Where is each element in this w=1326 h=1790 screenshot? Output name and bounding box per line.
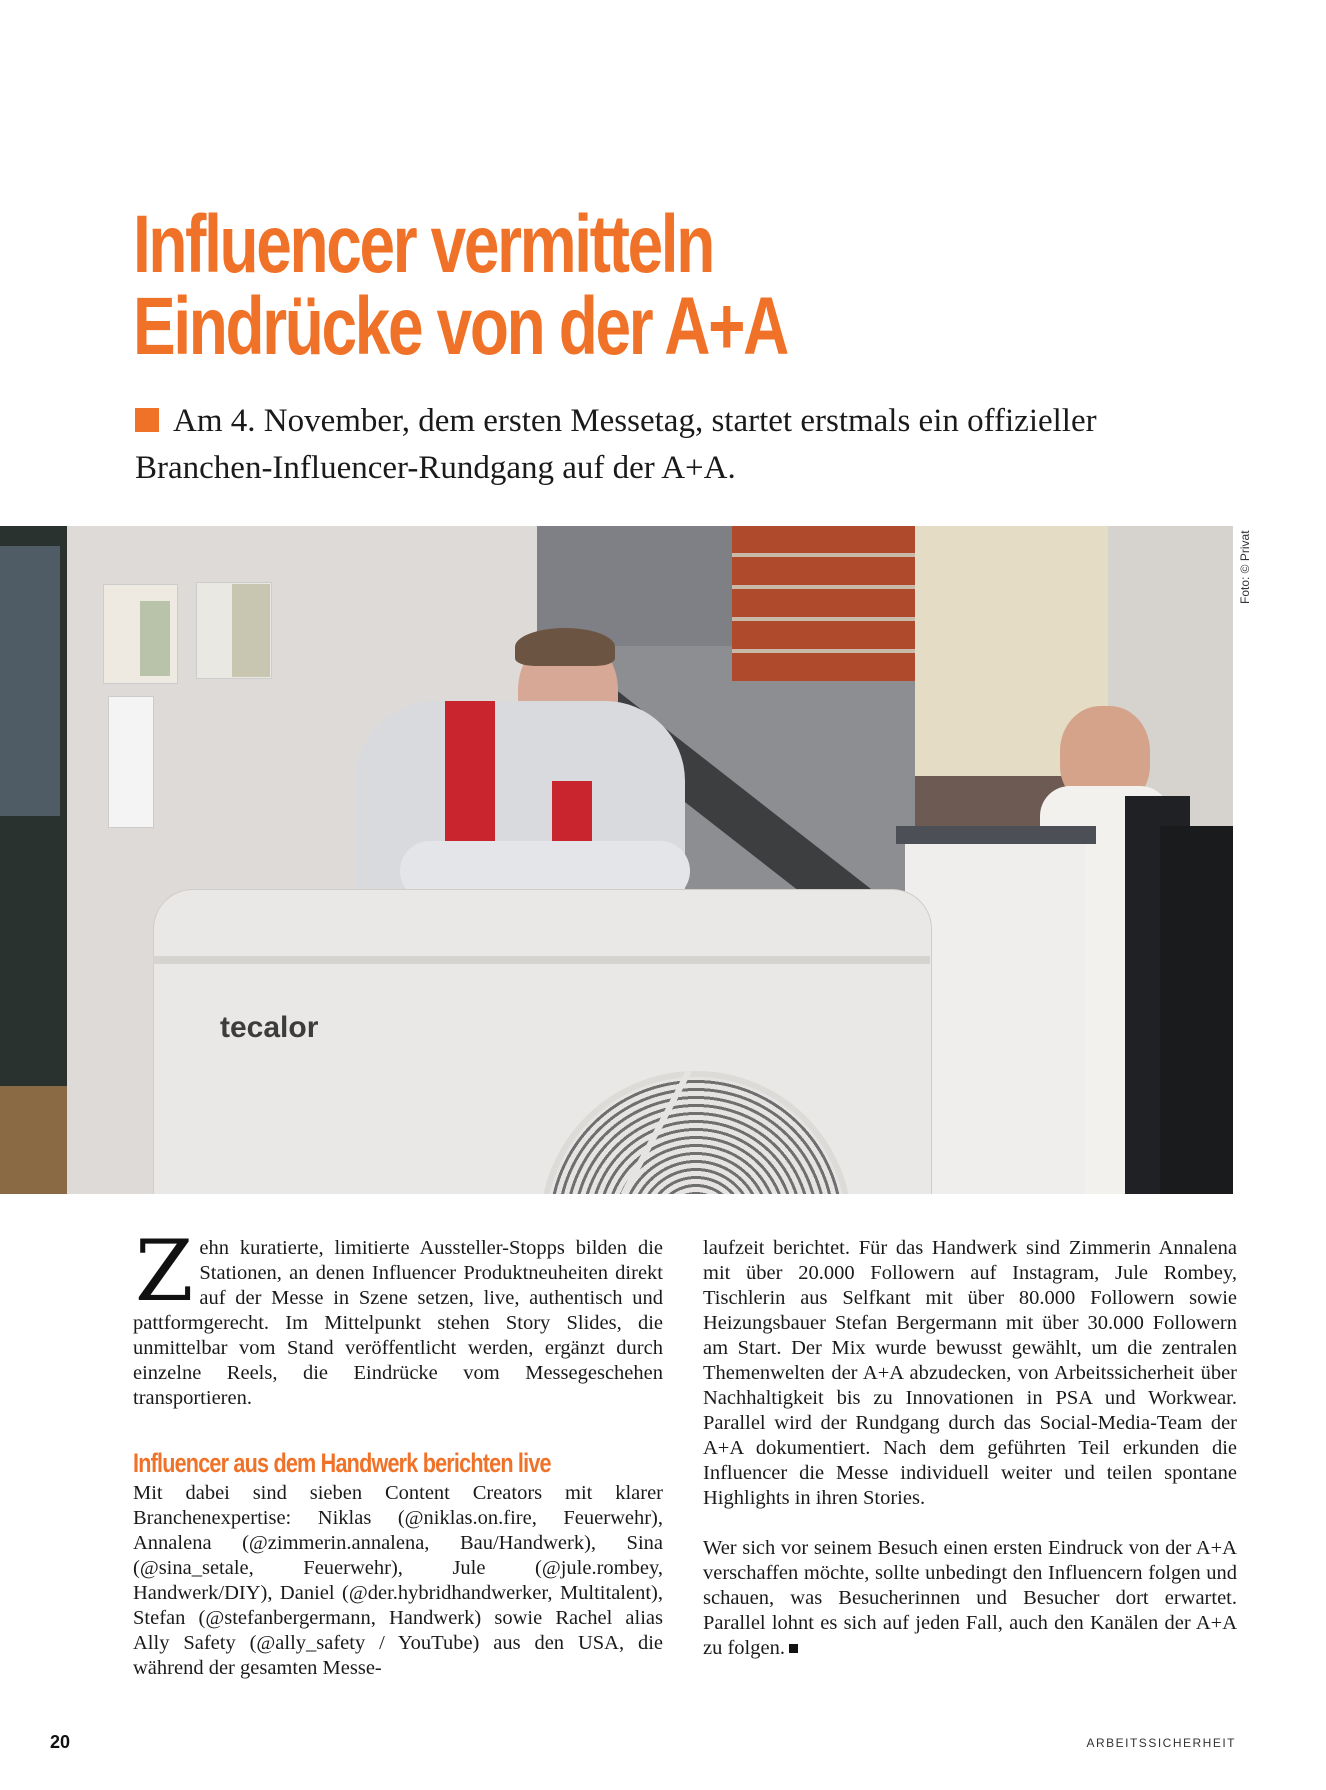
influencer-list-paragraph: Mit dabei sind sieben Content Creators mit klarer Branchenexpertise: Niklas (@niklas.on.fire, Feuerwehr), Annalena (@zimmerin.annalena, Bau/Handwerk), Sina (@sina_setale, Feuerwehr), Jule (@jule.rombey, Handwerk/DIY), Daniel (@der.hybridhandwerker, Multitalent), Stefan (@stefanbergermann, Handwerk) sowie Rachel alias Ally Safety (@ally_safety / YouTube) aus den USA, die während der gesamten Messe- [133,1482,663,1679]
photo-credit: Foto: © Privat [1238,530,1252,604]
text-column-2 [703,1236,1237,1661]
page-number: 20 [50,1732,71,1752]
section-subheading: Influencer aus dem Handwerk berichten live [133,1448,551,1478]
tecalor-logo: tecalor [220,1011,319,1044]
followers-paragraph: laufzeit berichtet. Für das Handwerk sind Zimmerin Annalena mit über 20.000 Followern auf Instagram, Jule Rombey, Tischlerin aus Selfkant mit über 80.000 Followern sowie Heizungsbauer Stefan Bergermann mit über 30.000 Followern am Start. Der Mix wurde bewusst gewählt, um die zentralen Themenwelten der A+A abzudecken, von Arbeitssicherheit über Nachhaltigkeit bis zu Innovationen in PSA und Workwear. Parallel wird der Rundgang durch das Social-Media-Team der A+A dokumentiert. Nach dem geführten Teil erkunden die Influencer die Messe individuell weiter und teilen spontane Highlights in ihren Stories. [703,1237,1237,1509]
closing-paragraph: Wer sich vor seinem Besuch einen ersten Eindruck von der A+A verschaffen möchte, sollte unbedingt den Influencern folgen und schauen, was Besucherinnen und Besucher dort erwartet. Parallel lohnt es sich auf jeden Fall, auch den Kanälen der A+A zu folgen. [703,1537,1237,1659]
article-photo [0,526,1233,1194]
intro-paragraph: Zehn kuratierte, limitierte Aussteller-Stopps bilden die Stationen, an denen Influencer Produktneuheiten direkt auf der Messe in Szene setzen, live, authentisch und pattformgerecht. Im Mittelpunkt stehen Story Slides, die unmittelbar vom Stand veröffentlicht werden, ergänzt durch einzelne Reels, die Eindrücke vom Messegeschehen transportieren. [133,1222,663,1409]
text-column-1 [133,1222,663,1681]
drop-cap: Z [135,1222,194,1320]
end-mark-icon [789,1644,798,1653]
lead-text: Am 4. November, dem ersten Messetag, startet erstmals ein offizieller Branchen-Influencer-Rundgang auf der A+A. [135,403,1097,486]
article-title [133,199,788,372]
section-label: ARBEITSSICHERHEIT [1086,1736,1236,1750]
article-lead [135,398,1145,492]
orange-square-bullet-icon [135,408,159,432]
title-line-1: Influencer vermitteln [133,199,713,290]
title-line-2: Eindrücke von der A+A [133,281,788,372]
